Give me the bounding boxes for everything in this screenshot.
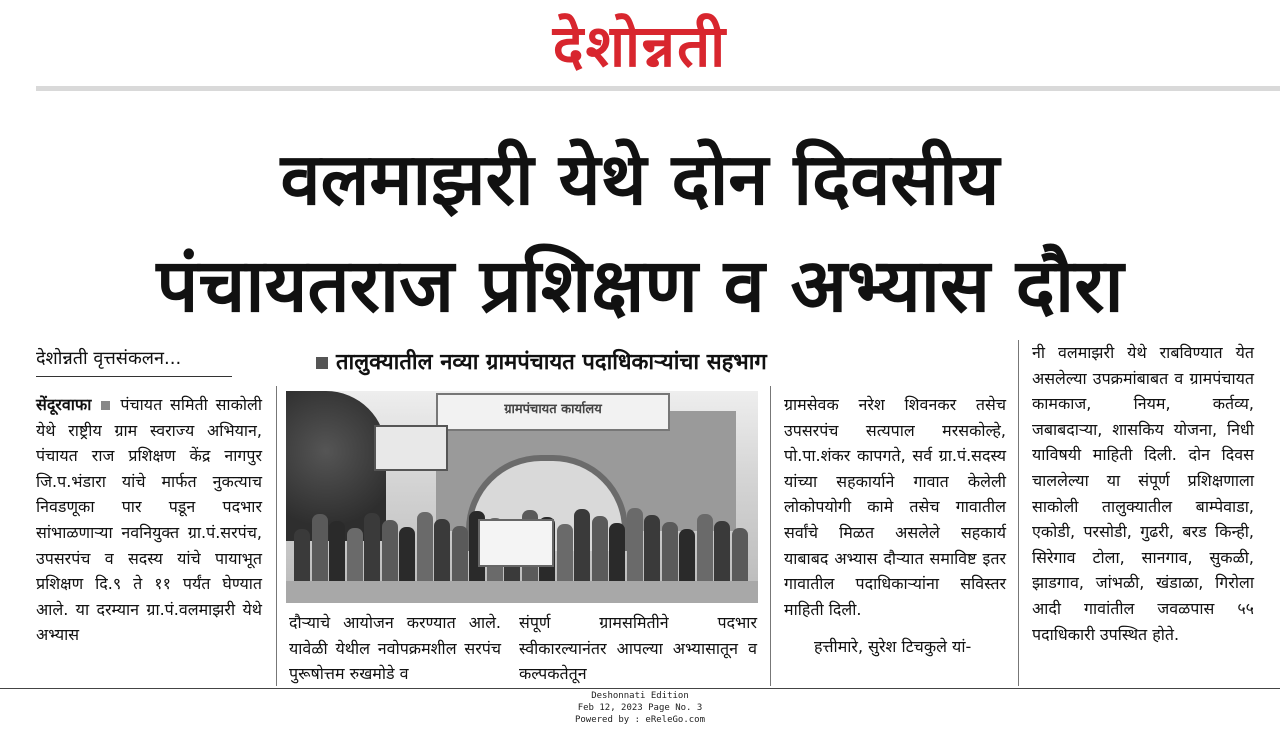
column-divider bbox=[276, 386, 277, 686]
photo-person bbox=[644, 515, 660, 591]
subheadline bbox=[316, 346, 767, 376]
article-column-3: संपूर्ण ग्रामसमितीने पदभार स्वीकारल्यानंतर आपल्या अभ्यासातून व कल्पकतेतून bbox=[519, 613, 757, 684]
photo-person bbox=[627, 508, 643, 591]
column-divider bbox=[770, 386, 771, 686]
news-photo bbox=[286, 391, 758, 603]
subheadline-text: तालुक्यातील नव्या ग्रामपंचायत पदाधिकाऱ्यांचा सहभाग bbox=[336, 350, 767, 375]
byline: देशोन्नती वृत्तसंकलन... bbox=[36, 348, 182, 369]
article-column-1 bbox=[36, 392, 262, 648]
dateline: सेंदूरवाफा bbox=[36, 395, 92, 414]
photo-person bbox=[592, 516, 608, 591]
photo-banner bbox=[478, 519, 554, 567]
article-column-2: दौऱ्याचे आयोजन करण्यात आले. यावेळी येथील नवोपक्रमशील सरपंच पुरूषोत्तम रुखमोडे व bbox=[289, 613, 501, 684]
photo-person bbox=[574, 509, 590, 591]
photo-office-sign: ग्रामपंचायत कार्यालय bbox=[436, 393, 670, 431]
photo-person bbox=[364, 513, 380, 591]
newspaper-logo: देशोन्नती bbox=[552, 12, 728, 80]
photo-person bbox=[312, 514, 328, 591]
photo-person bbox=[417, 512, 433, 591]
footer-powered-by: Powered by : eReleGo.com bbox=[574, 715, 706, 725]
footer bbox=[0, 690, 1280, 726]
byline-rule bbox=[36, 376, 232, 377]
bullet-square-icon bbox=[316, 357, 328, 369]
article-column-5: नी वलमाझरी येथे राबविण्यात येत असलेल्या उपक्रमांबाबत व ग्रामपंचायत कामकाज, नियम, कर्तव्य, जबाबदाऱ्या, शासकिय योजना, निधी याविषयी माहिती दिली. दोन दिवस चाललेल्या या संपूर्ण प्रशिक्षणाला साकोली तालुक्यातील बाम्पेवाडा, एकोडी, परसोडी, गुढरी, बरड किन्ही, सिरेगाव टोला, सानगाव, सुकळी, झाडगाव, जांभळी, खंडाळा, गिरोला आदी गावांतील जवळपास ५५ पदाधिकारी उपस्थित होते. bbox=[1032, 343, 1254, 644]
dateline-square-icon bbox=[101, 401, 110, 410]
footer-date: Feb 12, 2023 Page No. 3 bbox=[577, 703, 703, 713]
photo-person bbox=[697, 514, 713, 591]
headline-line-2: पंचायतराज प्रशिक्षण व अभ्यास दौरा bbox=[156, 243, 1124, 329]
masthead-rule bbox=[36, 86, 1280, 91]
article-column-4 bbox=[784, 392, 1006, 660]
column-1-text: पंचायत समिती साकोली येथे राष्ट्रीय ग्राम स्वराज्य अभियान, पंचायत राज प्रशिक्षण केंद्र नागपुर जि.प.भंडारा यांचे मार्फत नुकत्याच निवडणूका पार पडून पदभार सांभाळणाऱ्या नवनियुक्त ग्रा.पं.सरपंच, उपसरपंच व सदस्य यांचे पायाभूत प्रशिक्षण दि.९ ते ११ पर्यंत घेण्यात आले. या दरम्यान ग्रा.पं.वलमाझरी येथे अभ्यास bbox=[36, 395, 262, 645]
photo-board bbox=[374, 425, 448, 471]
footer-edition: Deshonnati Edition bbox=[591, 691, 689, 701]
footer-rule bbox=[0, 688, 1280, 689]
column-4-continuation: हत्तीमारे, सुरेश टिचकुले यां- bbox=[814, 637, 972, 657]
masthead bbox=[0, 4, 1280, 83]
column-divider bbox=[1018, 340, 1019, 686]
headline-line-1: वलमाझरी येथे दोन दिवसीय bbox=[280, 137, 1000, 221]
photo-ground bbox=[286, 581, 758, 603]
column-4-text: ग्रामसेवक नरेश शिवनकर तसेच उपसरपंच सत्यपाल मरसकोल्हे, पो.पा.शंकर कापगते, सर्व ग्रा.पं.सदस्य यांच्या सहकार्याने गावात केलेली लोकोपयोगी कामे तसेच गावातील सर्वांचे मिळत असलेले सहकार्य याबाबद अभ्यास दौऱ्यात समाविष्ट इतर गावातील पदाधिकाऱ्यांना सविस्तर माहिती दिली. bbox=[784, 395, 1006, 619]
